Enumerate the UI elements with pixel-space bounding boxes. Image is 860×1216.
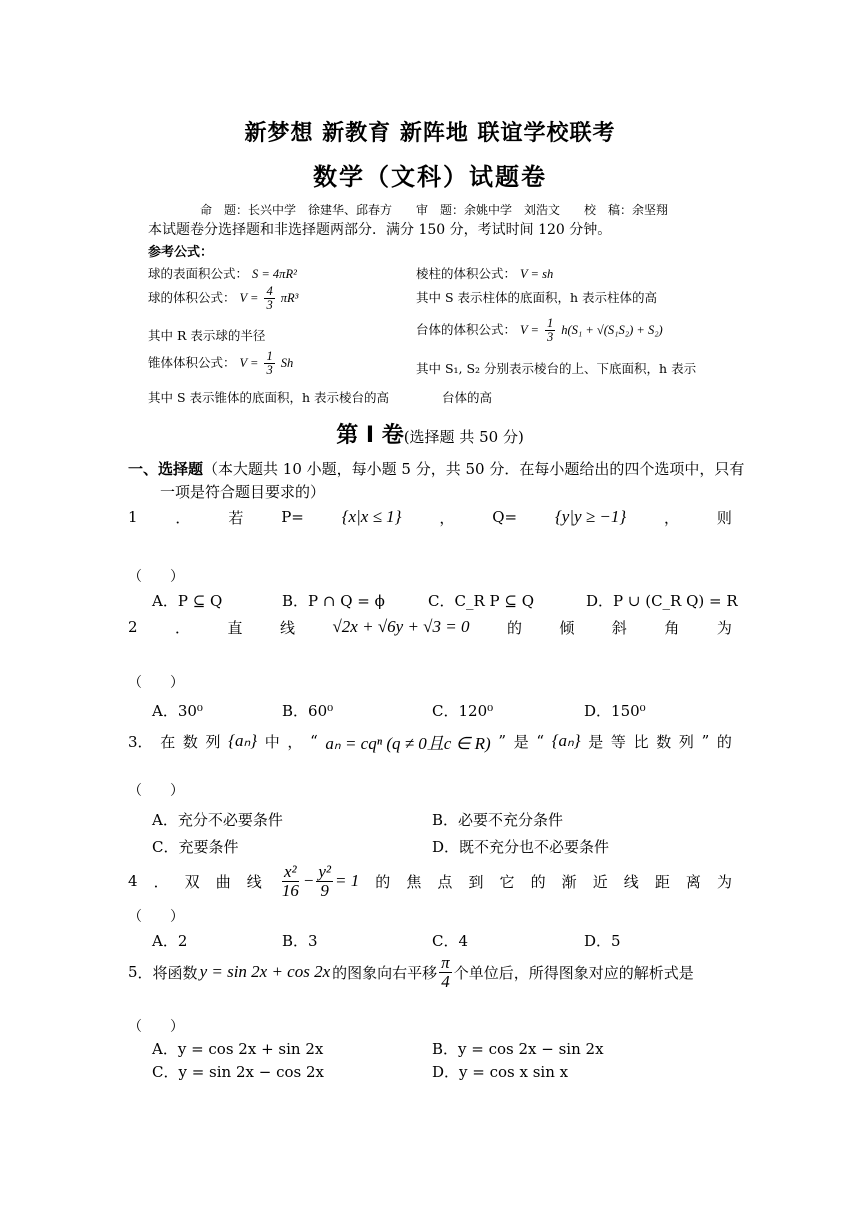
fraction-denominator: 9 bbox=[320, 880, 329, 900]
stem-text: ．将函数 bbox=[137, 963, 198, 982]
option-d: D．既不充分也不必要条件 bbox=[432, 838, 610, 856]
stem-text: 角 bbox=[664, 618, 680, 637]
formula-prism-note: 其中 S 表示柱体的底面积，h 表示柱体的高 bbox=[416, 290, 658, 305]
sequence-formula: aₙ = cqⁿ (q ≠ 0且c ∈ R) bbox=[325, 733, 491, 753]
fraction-numerator: 1 bbox=[266, 349, 273, 363]
formula-label: 球的体积公式： bbox=[148, 290, 236, 306]
fraction bbox=[545, 317, 555, 344]
stem-text: 距 bbox=[654, 872, 670, 891]
question-number: 3． bbox=[128, 732, 153, 751]
question-1-stem bbox=[128, 504, 732, 530]
fraction-numerator: x² bbox=[284, 861, 297, 881]
option-a: A．P ⊆ Q bbox=[152, 592, 223, 610]
stem-text: 离 bbox=[685, 872, 701, 891]
part-one-heading: 一、选择题 bbox=[128, 460, 204, 478]
option-c: C．充要条件 bbox=[152, 838, 239, 856]
stem-text: 数 bbox=[656, 732, 672, 751]
question-5-stem bbox=[128, 952, 694, 992]
option-b: B．P ∩ Q = ϕ bbox=[282, 592, 385, 610]
fraction bbox=[264, 350, 274, 377]
stem-text: 为 bbox=[716, 872, 732, 891]
formula-tail: h(S₁ + √(S₁S₂) + S₂) bbox=[561, 323, 663, 338]
formula-lhs: V = bbox=[520, 323, 539, 338]
formula-cone-note: 其中 S 表示锥体的底面积，h 表示棱台的高 bbox=[148, 390, 390, 405]
formula-lhs: V = bbox=[239, 356, 259, 371]
stem-text: 渐 bbox=[561, 872, 577, 891]
stem-text: ， bbox=[664, 508, 680, 527]
fraction bbox=[264, 285, 274, 312]
option-b: B．3 bbox=[282, 932, 318, 950]
fraction bbox=[316, 863, 333, 900]
stem-text: 的 bbox=[716, 732, 732, 751]
option-d: D．150⁰ bbox=[584, 702, 646, 720]
stem-text: 列 bbox=[205, 732, 221, 751]
formula-sphere-note: 其中 R 表示球的半径 bbox=[148, 328, 266, 343]
stem-text: 的 bbox=[506, 618, 522, 637]
answer-bracket: （ ） bbox=[128, 675, 184, 691]
option-b: B．y = cos 2x − sin 2x bbox=[432, 1040, 604, 1058]
question-2-stem bbox=[128, 614, 732, 640]
operator: − bbox=[302, 871, 315, 890]
exam-header-title: 新梦想 新教育 新阵地 联谊学校联考 bbox=[244, 121, 616, 146]
stem-text: 点 bbox=[437, 872, 453, 891]
set-q: {y|y ≥ −1} bbox=[554, 507, 627, 526]
question-4-stem bbox=[128, 858, 732, 904]
option-d: D．5 bbox=[584, 932, 621, 950]
section-title bbox=[0, 418, 860, 449]
option-b: B．60⁰ bbox=[282, 702, 334, 720]
formula-cone-volume bbox=[148, 350, 293, 377]
stem-text: 若 bbox=[228, 508, 244, 527]
formula-heading: 参考公式： bbox=[148, 245, 214, 260]
formula-tail: πR³ bbox=[280, 291, 299, 306]
stem-text: P= bbox=[281, 508, 304, 526]
option-a: A．充分不必要条件 bbox=[152, 811, 283, 829]
fraction-numerator: y² bbox=[318, 861, 331, 881]
stem-text: 的图象向右平移 bbox=[332, 963, 438, 982]
formula-label: 台体的体积公式： bbox=[416, 322, 517, 338]
fraction-numerator: π bbox=[441, 952, 450, 972]
stem-text: 在 bbox=[160, 732, 176, 751]
fraction bbox=[280, 863, 301, 900]
section-title-main: 第 I 卷 bbox=[336, 423, 404, 448]
option-a: A．2 bbox=[152, 932, 188, 950]
stem-text: 比 bbox=[633, 732, 649, 751]
fraction-denominator: 16 bbox=[281, 880, 299, 900]
fraction-denominator: 3 bbox=[266, 363, 273, 378]
fraction-denominator: 4 bbox=[441, 971, 450, 991]
exam-subject-title: 数学（文科）试题卷 bbox=[313, 163, 547, 191]
fraction-denominator: 3 bbox=[546, 330, 554, 345]
formula-frustum-volume bbox=[416, 317, 663, 344]
stem-text: 斜 bbox=[611, 618, 627, 637]
stem-text: 则 bbox=[716, 508, 732, 527]
fraction-denominator: 3 bbox=[266, 298, 273, 313]
answer-bracket: （ ） bbox=[128, 909, 184, 925]
question-dot: ． bbox=[153, 872, 169, 891]
formula-label: 锥体体积公式： bbox=[148, 355, 236, 371]
stem-text: ， bbox=[439, 508, 455, 527]
line-equation: √2x + √6y + √3 = 0 bbox=[332, 617, 470, 636]
formula-expr: S = 4πR² bbox=[252, 267, 297, 281]
stem-text: 线 bbox=[279, 618, 295, 637]
part-one-desc: （本大题共 10 小题，每小题 5 分，共 50 分．在每小题给出的四个选项中，只有 bbox=[203, 460, 745, 478]
option-d: D．y = cos x sin x bbox=[432, 1063, 569, 1081]
section-title-sub: (选择题 共 50 分) bbox=[403, 428, 524, 446]
stem-text: 它 bbox=[499, 872, 515, 891]
stem-text: ” bbox=[701, 732, 710, 750]
answer-bracket: （ ） bbox=[128, 1019, 184, 1035]
stem-text: 的 bbox=[375, 872, 391, 891]
stem-text: 数 bbox=[182, 732, 198, 751]
stem-text: 是 bbox=[588, 732, 604, 751]
option-a: A．30⁰ bbox=[152, 702, 203, 720]
option-d: D．P ∪ (C_R Q) = R bbox=[586, 592, 738, 610]
formula-frustum-note: 其中 S₁, S₂ 分别表示棱台的上、下底面积，h 表示 bbox=[416, 361, 697, 376]
exam-intro: 本试题卷分选择题和非选择题两部分．满分 150 分，考试时间 120 分钟。 bbox=[148, 222, 612, 238]
stem-text: 直 bbox=[227, 618, 243, 637]
stem-text: ， bbox=[287, 732, 303, 751]
question-3-stem bbox=[128, 728, 732, 754]
formula-sphere-area bbox=[148, 264, 297, 282]
stem-text: 中 bbox=[264, 732, 280, 751]
question-number: 4 bbox=[128, 872, 138, 890]
stem-text: 的 bbox=[530, 872, 546, 891]
question-dot: ． bbox=[175, 508, 191, 527]
question-dot: ． bbox=[175, 618, 191, 637]
stem-text: 等 bbox=[610, 732, 626, 751]
part-one-header bbox=[128, 458, 744, 479]
formula-label: 棱柱的体积公式： bbox=[416, 266, 517, 281]
fraction-numerator: 1 bbox=[546, 316, 554, 330]
option-c: C．y = sin 2x − cos 2x bbox=[152, 1063, 324, 1081]
stem-text: 个单位后，所得图象对应的解析式是 bbox=[453, 963, 694, 982]
sequence-symbol: {aₙ} bbox=[551, 731, 581, 750]
stem-text: 焦 bbox=[406, 872, 422, 891]
stem-text: “ bbox=[536, 732, 545, 750]
formula-tail: Sh bbox=[280, 356, 294, 371]
stem-text: 倾 bbox=[559, 618, 575, 637]
answer-bracket: （ ） bbox=[128, 783, 184, 799]
authors-line: 命 题：长兴中学 徐建华、邱春方 审 题：余姚中学 刘浩文 校 稿：余坚翔 bbox=[200, 203, 669, 217]
stem-text: 双 bbox=[184, 872, 200, 891]
formula-frustum-note-cont: 台体的高 bbox=[442, 390, 493, 405]
fraction-numerator: 4 bbox=[266, 284, 273, 298]
option-a: A．y = cos 2x + sin 2x bbox=[152, 1040, 324, 1058]
stem-text: ” bbox=[498, 732, 507, 750]
formula-expr: V = sh bbox=[520, 267, 554, 281]
formula-prism-volume bbox=[416, 264, 553, 282]
formula-label: 球的表面积公式： bbox=[148, 266, 249, 281]
formula-lhs: V = bbox=[239, 291, 259, 306]
stem-text: 列 bbox=[678, 732, 694, 751]
question-number: 1 bbox=[128, 508, 138, 526]
question-number: 5 bbox=[128, 963, 138, 981]
stem-text: 到 bbox=[468, 872, 484, 891]
option-c: C．C_R P ⊆ Q bbox=[428, 592, 535, 610]
question-number: 2 bbox=[128, 618, 138, 636]
sequence-symbol: {aₙ} bbox=[228, 731, 258, 750]
stem-text: 为 bbox=[716, 618, 732, 637]
stem-text: Q= bbox=[492, 508, 518, 526]
function-expression: y = sin 2x + cos 2x bbox=[199, 962, 331, 981]
option-c: C．120⁰ bbox=[432, 702, 494, 720]
hyperbola-equation bbox=[278, 863, 359, 900]
set-p: {x|x ≤ 1} bbox=[341, 507, 402, 526]
stem-text: 线 bbox=[623, 872, 639, 891]
option-c: C．4 bbox=[432, 932, 469, 950]
stem-text: 是 bbox=[513, 732, 529, 751]
answer-bracket: （ ） bbox=[128, 569, 184, 585]
part-one-desc-cont: 一项是符合题目要求的） bbox=[160, 483, 326, 501]
stem-text: 曲 bbox=[215, 872, 231, 891]
formula-sphere-volume bbox=[148, 285, 298, 312]
stem-text: 线 bbox=[246, 872, 262, 891]
stem-text: “ bbox=[310, 732, 318, 750]
fraction bbox=[439, 954, 452, 991]
option-b: B．必要不充分条件 bbox=[432, 811, 564, 829]
stem-text: 近 bbox=[592, 872, 608, 891]
equation-rhs: = 1 bbox=[334, 871, 360, 890]
